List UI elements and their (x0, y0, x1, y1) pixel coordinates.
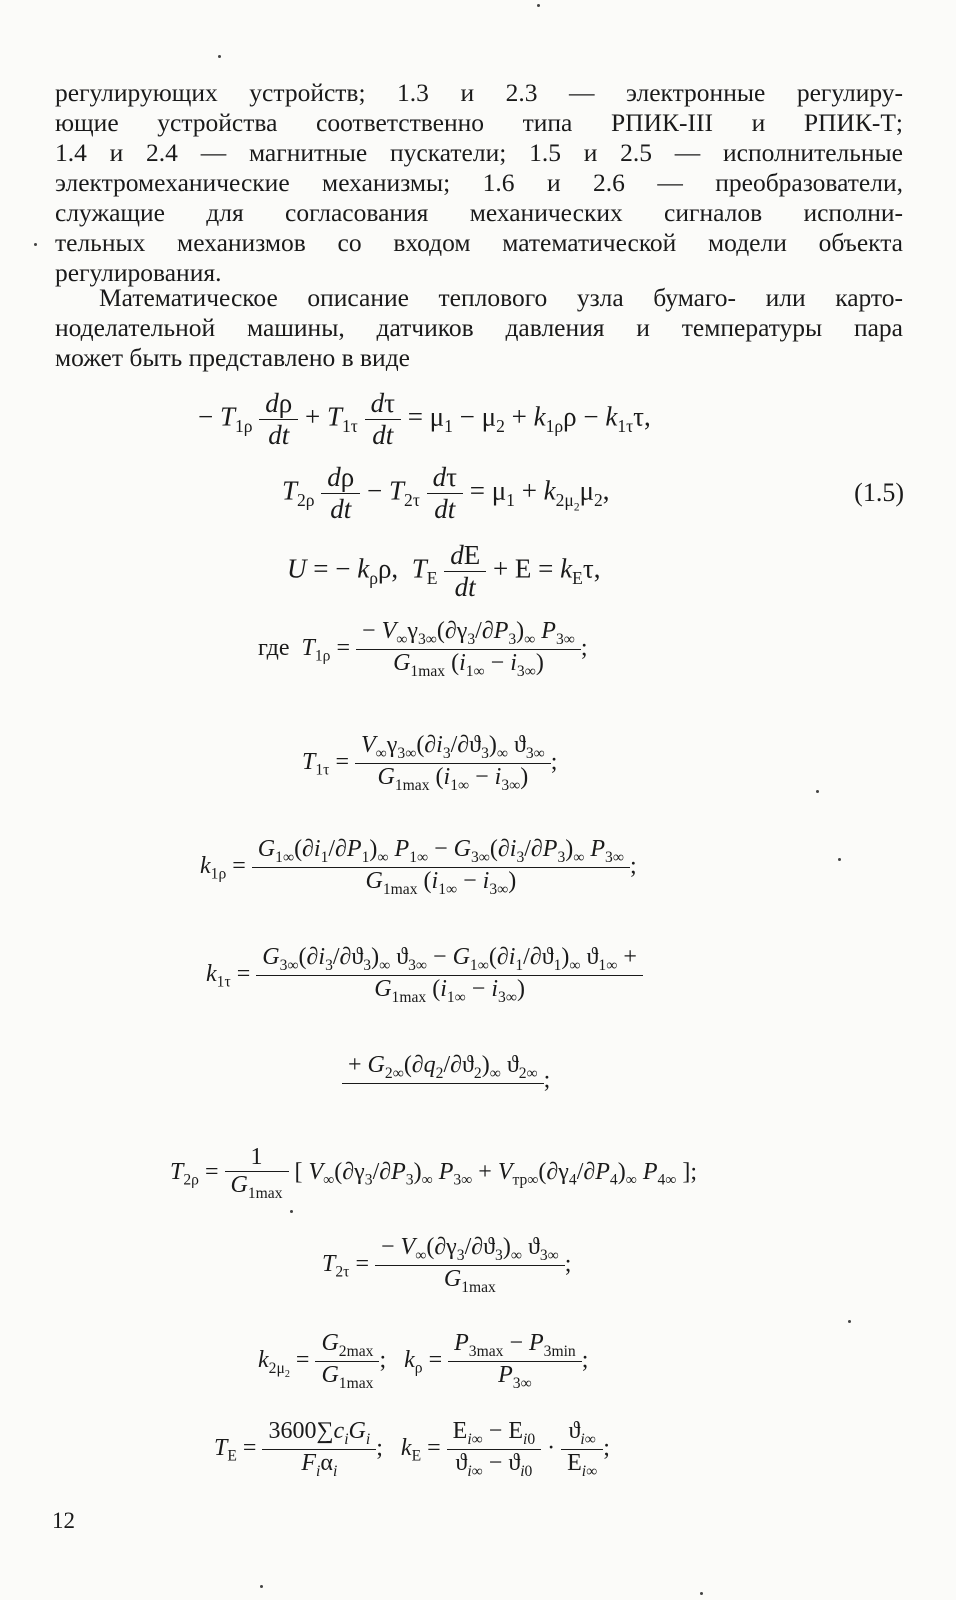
page-number: 12 (52, 1508, 75, 1533)
equation-line-1: − $T_{1\rho}$ $\frac{d\rho}{dt}$ + $T_{1\tau}$ $\frac{d\tau}{dt}$ = $\mu_1 - \mu_2 + k_{1\rho}\rho - k_{1\tau}\tau$, (198, 388, 651, 450)
text-line: 1.4 и 2.4 — магнитные пускатели; 1.5 и 2.5 — исполнительные (55, 138, 903, 167)
text-line: регулирующих устройств; 1.3 и 2.3 — электронные регулиру- (55, 78, 903, 107)
scan-speck (816, 790, 819, 793)
text-line: тельных механизмов со входом математической модели объекта (55, 228, 903, 257)
scan-speck (848, 1320, 851, 1323)
formula-k1t-continuation: + $G_{2\infty}(\partial q_2/\partial ϑ_2)_\infty$ $ϑ_{2\infty}$ ; (342, 1052, 550, 1111)
formula-k2mu-kp: $k_{2\mu_2}$ = $\frac{G_{2max}}{G_{1max}}$ ; $k_\rho$ = $\frac{P_{3max} - P_{3min}}{P_{3\infty}}$ ; (258, 1330, 589, 1392)
formula-T1p: где $T_{1\rho}$ = $\frac{- V_\infty\gamma_{3\infty}(\partial\gamma_3/\partial P_3)_\infty P_{3\infty}}{G_{1max} (i_{1\infty} - i_{3\infty})}$ ; (258, 618, 588, 680)
formula-T2t: $T_{2\tau}$ = $\frac{- V_\infty(\partial\gamma_3/\partial ϑ_3)_\infty ϑ_{3\infty}}{G_{1max}}$ ; (322, 1234, 572, 1296)
text-line: служащие для согласования механических сигналов исполни- (55, 198, 903, 227)
formula-k1p: $k_{1\rho}$ = $\frac{G_{1\infty}(\partial i_1/\partial P_1)_\infty P_{1\infty} - G_{3\infty}(\partial i_3/\partial P_3)_\infty P_{3\infty}}{G_{1max} (i_{1\infty} - i_{3\infty})}$ ; (200, 836, 637, 898)
formula-T2p: $T_{2\rho}$ = $\frac{1}{G_{1max}}$ [ $V_\infty(\partial\gamma_3/\partial P_3)_\infty$ $P_{3\infty} + V_{тр\infty}(\partial\gamma_4/\partial P_4)_\infty$ $P_{4\infty}$ ]; (170, 1144, 698, 1202)
scan-speck (537, 4, 540, 7)
scan-speck (838, 858, 841, 861)
formula-k1t: $k_{1\tau}$ = $\frac{G_{3\infty}(\partial i_3/\partial ϑ_3)_\infty ϑ_{3\infty} - G_{1\infty}(\partial i_1/\partial ϑ_1)_\infty ϑ_{1\infty} +}{G_{1max} (i_{1\infty} - i_{3\infty})}$ (206, 944, 643, 1007)
scan-speck (218, 55, 221, 58)
text-line: может быть представлено в виде (55, 343, 410, 372)
equation-number: (1.5) (854, 478, 904, 507)
scan-speck (34, 243, 37, 246)
scan-speck (260, 1585, 263, 1588)
formula-TE-kE: $T_E$ = $\frac{3600\sum c_iG_i}{F_i\alpha_i}$ ; $k_E$ = $\frac{E_{i\infty} - E_{i0}}{ϑ_{i\infty} - ϑ_{i0}}$ · $\frac{ϑ_{i\infty}}{E_{i\infty}}$ ; (214, 1418, 610, 1480)
where-word: где (258, 634, 290, 661)
paragraph-1 (55, 78, 903, 288)
equation-line-3: U = − $k_\rho\rho$, $T_E$ $\frac{dE}{dt}$ + $E = k_E\tau$, (287, 540, 601, 602)
scan-speck (700, 1592, 703, 1595)
formula-T1t: $T_{1\tau}$ = $\frac{V_\infty\gamma_{3\infty}(\partial i_3/\partial ϑ_3)_\infty ϑ_{3\infty}}{G_{1max} (i_{1\infty} - i_{3\infty})}$ ; (302, 732, 558, 794)
text-line: электромеханические механизмы; 1.6 и 2.6 — преобразователи, (55, 168, 903, 197)
equation-line-2: $T_{2\rho}$ $\frac{d\rho}{dt}$ − $T_{2\tau}$ $\frac{d\tau}{dt}$ = $\mu_1 + k_{2\mu_2}\mu_2$, (282, 462, 610, 524)
scan-speck (290, 1210, 293, 1213)
text-line: Математическое описание теплового узла бумаго- или карто- (99, 283, 903, 312)
text-line: ющие устройства соответственно типа РПИК-III и РПИК-Т; (55, 108, 903, 137)
text-line: регулирования. (55, 258, 222, 287)
text-line: ноделательной машины, датчиков давления и температуры пара (55, 313, 903, 342)
paragraph-2 (55, 283, 903, 373)
